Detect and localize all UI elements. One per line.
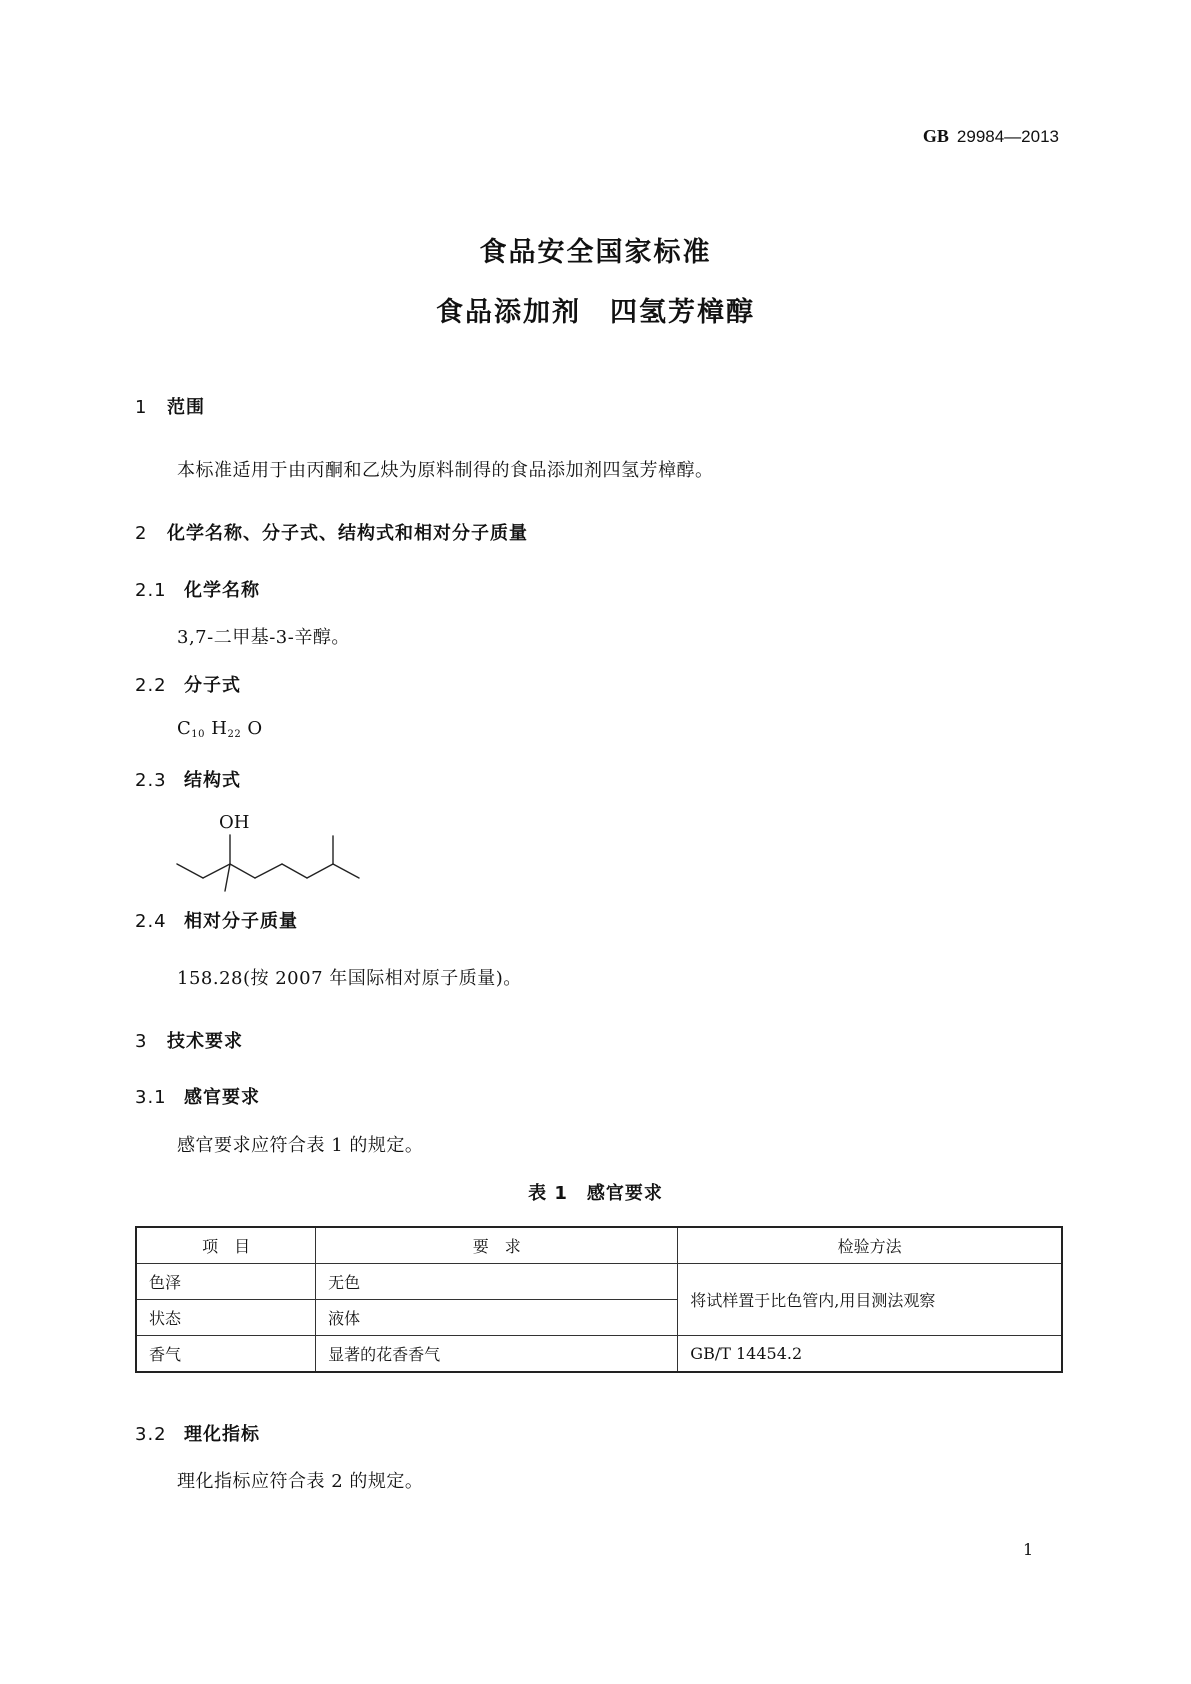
table-1-caption: 表 1 感官要求	[528, 1183, 663, 1204]
standard-number	[923, 126, 1059, 147]
section-number: 2	[135, 523, 148, 544]
standard-prefix: GB	[922, 126, 949, 146]
section-title: 相对分子质量	[184, 911, 298, 932]
structure-oh-label: OH	[219, 812, 250, 833]
bond-chain-4	[307, 864, 333, 878]
section-3-2-heading	[135, 1420, 260, 1446]
section-number: 1	[135, 397, 148, 418]
section-title: 化学名称	[184, 580, 260, 601]
section-3-2-body: 理化指标应符合表 2 的规定。	[177, 1471, 424, 1492]
cell-requirement: 无色	[316, 1264, 678, 1300]
header-item: 项 目	[136, 1227, 316, 1264]
bond-chain-3	[282, 864, 307, 878]
section-title: 感官要求	[184, 1087, 260, 1108]
section-3-1-heading	[135, 1083, 260, 1109]
table-1-sensory-requirements	[135, 1226, 1063, 1373]
cell-item: 香气	[136, 1336, 316, 1373]
section-3-heading	[135, 1027, 243, 1053]
section-2-1-heading	[135, 576, 260, 602]
section-number: 3	[135, 1031, 148, 1052]
section-number: 2.4	[135, 911, 167, 932]
molecular-weight: 158.28(按 2007 年国际相对原子质量)。	[177, 968, 522, 989]
section-2-3-heading	[135, 766, 241, 792]
document-title: 食品安全国家标准	[479, 237, 712, 268]
section-1-body: 本标准适用于由丙酮和乙炔为原料制得的食品添加剂四氢芳樟醇。	[177, 460, 714, 481]
page-number: 1	[1023, 1540, 1034, 1559]
header-requirement: 要 求	[316, 1227, 678, 1264]
bond-ethyl-1	[177, 864, 203, 878]
section-title: 化学名称、分子式、结构式和相对分子质量	[167, 523, 528, 544]
cell-requirement: 液体	[316, 1300, 678, 1336]
section-number: 3.2	[135, 1424, 167, 1445]
section-title: 结构式	[184, 770, 241, 791]
formula-oxygen: O	[247, 718, 263, 739]
formula-carbon: C	[177, 718, 192, 739]
section-1-heading	[135, 393, 205, 419]
header-test-method: 检验方法	[678, 1227, 1062, 1264]
table-header-row	[136, 1227, 1062, 1264]
chemical-name: 3,7-二甲基-3-辛醇。	[177, 627, 350, 648]
molecular-formula	[177, 718, 263, 740]
section-3-1-body: 感官要求应符合表 1 的规定。	[177, 1135, 424, 1156]
formula-hydrogen-count: 22	[227, 729, 242, 740]
bond-chain-1	[230, 864, 255, 878]
document-subtitle: 食品添加剂 四氢芳樟醇	[436, 297, 755, 328]
table-row	[136, 1336, 1062, 1373]
bond-ethyl-2	[203, 864, 230, 878]
section-title: 范围	[167, 397, 205, 418]
bond-chain-end	[333, 864, 359, 878]
section-2-4-heading	[135, 907, 298, 933]
bond-methyl-c3	[225, 864, 230, 891]
cell-item: 色泽	[136, 1264, 316, 1300]
formula-carbon-count: 10	[191, 729, 206, 740]
cell-test-method: GB/T 14454.2	[678, 1336, 1062, 1373]
section-number: 3.1	[135, 1087, 167, 1108]
section-2-heading	[135, 519, 528, 545]
section-title: 分子式	[184, 675, 241, 696]
table-row	[136, 1264, 1062, 1300]
section-title: 技术要求	[167, 1031, 243, 1052]
structural-formula-diagram	[170, 830, 370, 900]
cell-requirement: 显著的花香香气	[316, 1336, 678, 1373]
section-number: 2.2	[135, 675, 167, 696]
formula-hydrogen: H	[211, 718, 228, 739]
cell-item: 状态	[136, 1300, 316, 1336]
bond-chain-2	[255, 864, 282, 878]
section-number: 2.3	[135, 770, 167, 791]
section-title: 理化指标	[184, 1424, 260, 1445]
section-number: 2.1	[135, 580, 167, 601]
cell-test-method-merged: 将试样置于比色管内,用目测法观察	[678, 1264, 1062, 1336]
section-2-2-heading	[135, 671, 241, 697]
standard-code: 29984—2013	[956, 127, 1059, 146]
